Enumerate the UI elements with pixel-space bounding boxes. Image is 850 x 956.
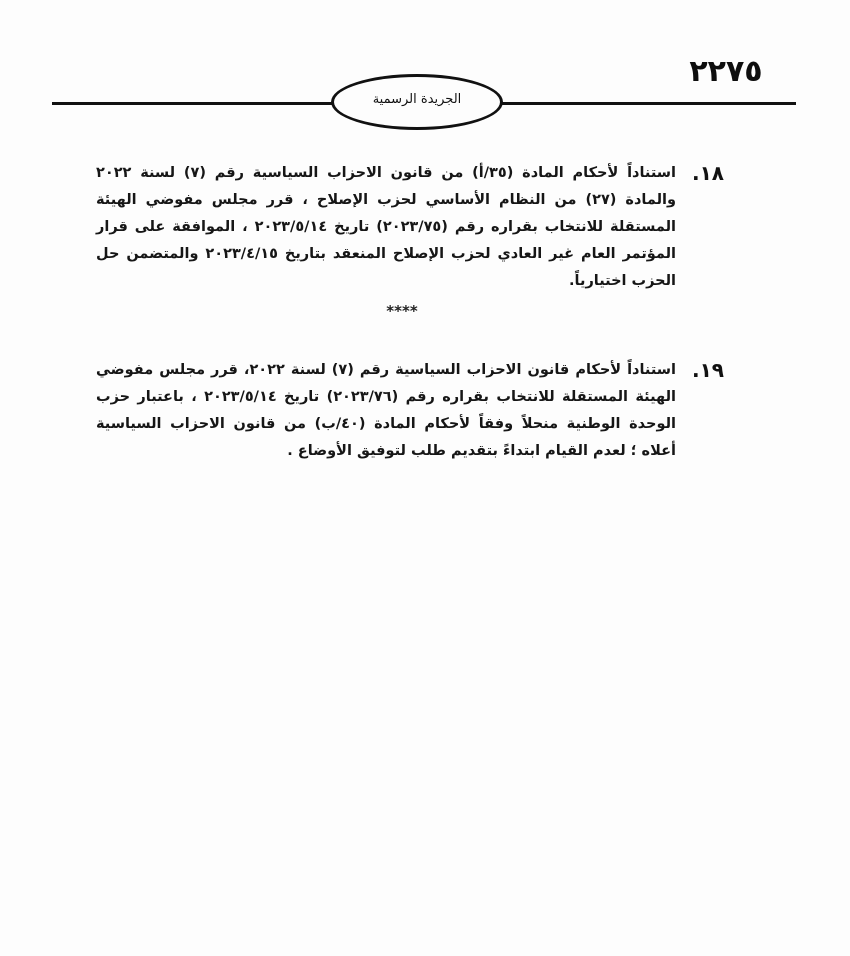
page-number: ٢٢٧٥ [689,54,763,89]
item-text: استناداً لأحكام قانون الاحزاب السياسية رقم (٧) لسنة ٢٠٢٢، قرر مجلس مفوضي الهيئة المستقلة للانتخاب بقراره رقم (٢٠٢٣/٧٦) تاريخ ٢٠٢٣/٥/١٤ ، باعتبار حزب الوحدة الوطنية منحلاً وفقاً لأحكام المادة (٤٠/ب) من قانون الاحزاب السياسية أعلاه ؛ لعدم القيام ابتداءً بتقديم طلب لتوفيق الأوضاع . [96,362,677,459]
item-number: ١٩. [691,358,724,382]
gazette-title: الجريدة الرسمية [372,92,462,107]
item-text: استناداً لأحكام المادة (٣٥/أ) من قانون الاحزاب السياسية رقم (٧) لسنة ٢٠٢٢ والمادة (٢٧) من النظام الأساسي لحزب الإصلاح ، قرر مجلس مفوضي الهيئة المستقلة للانتخاب بقراره رقم (٢٠٢٣/٧٥) تاريخ ٢٠٢٣/٥/١٤ ، الموافقة على قرار المؤتمر العام غير العادي لحزب الإصلاح المنعقد بتاريخ ٢٠٢٣/٤/١٥ والمتضمن حل الحزب اختيارياً. [96,165,677,289]
item-number: ١٨. [691,161,724,185]
section-separator: **** [386,302,418,320]
